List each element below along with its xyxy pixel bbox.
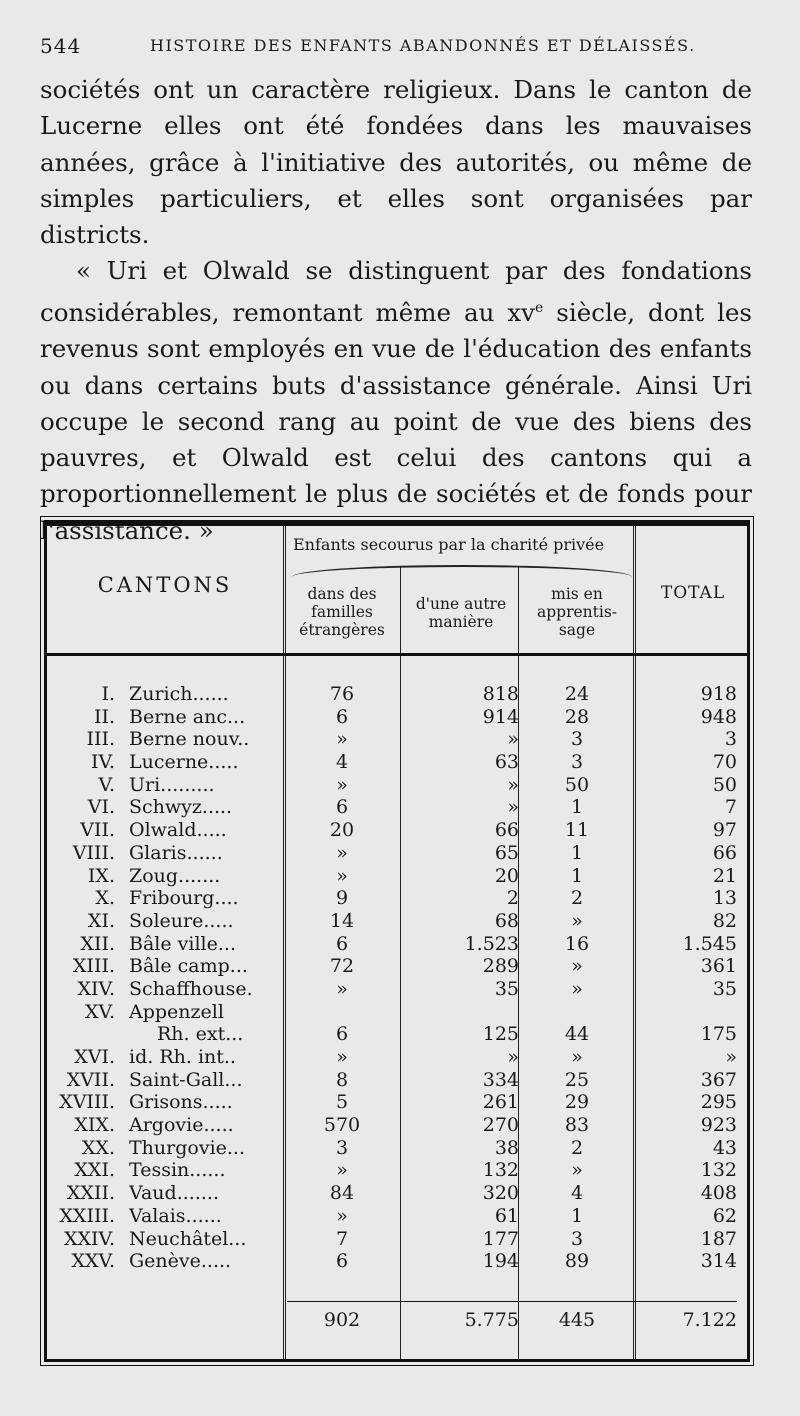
value-apprentissage: 44 bbox=[564, 1023, 590, 1046]
canton-name: Neuchâtel... bbox=[129, 1227, 247, 1250]
value-familles: 4 bbox=[335, 751, 349, 774]
running-title: HISTOIRE DES ENFANTS ABANDONNÉS ET DÉLAISSÉS. bbox=[150, 36, 696, 55]
value-familles: 6 bbox=[335, 932, 349, 955]
col-familles-header: dans des familles étrangères bbox=[299, 585, 385, 639]
canton-name: Uri......... bbox=[129, 773, 215, 796]
value-familles: 6 bbox=[335, 1250, 349, 1273]
roman-numeral: I. bbox=[101, 683, 115, 705]
value-apprentissage: 1 bbox=[570, 841, 584, 864]
value-total: 1.545 bbox=[682, 932, 737, 955]
value-total: 3 bbox=[724, 728, 737, 751]
canton-name: Saint-Gall... bbox=[129, 1068, 243, 1091]
grand-total: 7.122 bbox=[682, 1309, 737, 1331]
value-familles: 6 bbox=[335, 705, 349, 728]
value-autre-maniere: 63 bbox=[494, 751, 519, 774]
value-apprentissage: 83 bbox=[564, 1114, 590, 1137]
value-total: 295 bbox=[700, 1091, 737, 1114]
table-row bbox=[47, 1228, 747, 1251]
value-autre-maniere: » bbox=[507, 796, 519, 819]
table-row bbox=[47, 683, 747, 706]
group-header: Enfants secourus par la charité privée bbox=[293, 535, 605, 554]
roman-numeral: XXIV. bbox=[64, 1227, 115, 1250]
canton-name: Tessin...... bbox=[129, 1159, 226, 1182]
col-autre-maniere-header: d'une autre manière bbox=[415, 595, 507, 631]
value-total: 35 bbox=[712, 977, 737, 1000]
value-total: 314 bbox=[700, 1250, 737, 1273]
value-autre-maniere: 68 bbox=[494, 909, 519, 932]
value-autre-maniere: 270 bbox=[482, 1114, 519, 1137]
roman-numeral: XIX. bbox=[74, 1114, 115, 1137]
value-autre-maniere: 38 bbox=[494, 1136, 519, 1159]
value-familles: » bbox=[336, 728, 348, 751]
value-apprentissage: » bbox=[571, 1046, 583, 1069]
body-text bbox=[40, 72, 752, 549]
canton-name: Schaffhouse. bbox=[129, 977, 253, 1000]
table-row bbox=[47, 1069, 747, 1092]
canton-name: Berne nouv.. bbox=[129, 728, 250, 751]
table-row bbox=[47, 1046, 747, 1069]
table-row bbox=[47, 978, 747, 1001]
value-total: 21 bbox=[712, 864, 737, 887]
value-total: 62 bbox=[712, 1204, 737, 1227]
value-apprentissage: 16 bbox=[564, 932, 590, 955]
value-familles: » bbox=[336, 1046, 348, 1069]
paragraph-2-end: siècle, dont les revenus sont employés en vue de l'éducation des enfants ou dans certains buts d'assistance générale. Ainsi Uri occupe le second rang au point de vue des biens des pauvres, et Olwald est celui des cantons qui a proportionnellement le plus de sociétés et de fonds pour l'assistance. » bbox=[40, 297, 752, 545]
canton-name: Bâle camp... bbox=[129, 955, 248, 978]
canton-name: Fribourg.... bbox=[129, 887, 239, 910]
value-autre-maniere: 20 bbox=[494, 864, 519, 887]
value-apprentissage: 4 bbox=[570, 1182, 584, 1205]
value-apprentissage: 2 bbox=[570, 887, 584, 910]
roman-numeral: XXV. bbox=[71, 1250, 115, 1273]
roman-numeral: V. bbox=[98, 773, 115, 796]
canton-name: Bâle ville... bbox=[129, 932, 236, 955]
roman-numeral: III. bbox=[86, 728, 115, 751]
value-familles: » bbox=[336, 1159, 348, 1182]
paragraph-2 bbox=[40, 253, 752, 549]
value-familles: 9 bbox=[335, 887, 349, 910]
header-top-rule bbox=[47, 523, 747, 526]
value-familles: 20 bbox=[329, 819, 355, 842]
value-apprentissage: 24 bbox=[564, 683, 590, 705]
value-autre-maniere: 1.523 bbox=[464, 932, 519, 955]
value-autre-maniere: 818 bbox=[482, 683, 519, 705]
value-total: 923 bbox=[700, 1114, 737, 1137]
value-apprentissage: 3 bbox=[570, 1227, 584, 1250]
canton-name: Valais...... bbox=[129, 1204, 222, 1227]
col-apprentissage-header: mis en apprentis- sage bbox=[536, 585, 618, 639]
roman-numeral: VIII. bbox=[72, 841, 115, 864]
table-row bbox=[47, 865, 747, 888]
value-autre-maniere: » bbox=[507, 1046, 519, 1069]
value-autre-maniere: 177 bbox=[482, 1227, 519, 1250]
value-autre-maniere: 320 bbox=[482, 1182, 519, 1205]
value-total: 70 bbox=[712, 751, 737, 774]
canton-name: Argovie..... bbox=[129, 1114, 234, 1137]
value-total: 13 bbox=[712, 887, 737, 910]
canton-name: Lucerne..... bbox=[129, 751, 239, 774]
value-familles: » bbox=[336, 977, 348, 1000]
table-row bbox=[47, 751, 747, 774]
roman-numeral: VI. bbox=[87, 796, 115, 819]
table-row bbox=[47, 1182, 747, 1205]
value-autre-maniere: 61 bbox=[494, 1204, 519, 1227]
canton-name: Vaud....... bbox=[129, 1182, 219, 1205]
value-total: 82 bbox=[712, 909, 737, 932]
canton-name: Genève..... bbox=[129, 1250, 232, 1273]
canton-name: Schwyz..... bbox=[129, 796, 233, 819]
value-apprentissage: 50 bbox=[564, 773, 590, 796]
value-autre-maniere: » bbox=[507, 728, 519, 751]
value-apprentissage: 1 bbox=[570, 796, 584, 819]
canton-name: Berne anc... bbox=[129, 705, 246, 728]
table-row bbox=[47, 1137, 747, 1160]
value-autre-maniere: 125 bbox=[482, 1023, 519, 1046]
table-row bbox=[47, 706, 747, 729]
canton-name: Zoug....... bbox=[129, 864, 221, 887]
canton-name: Glaris...... bbox=[129, 841, 223, 864]
value-familles: 6 bbox=[335, 796, 349, 819]
table-row bbox=[47, 819, 747, 842]
value-familles: 72 bbox=[329, 955, 355, 978]
roman-numeral: XX. bbox=[81, 1136, 115, 1159]
table-row bbox=[47, 910, 747, 933]
table-row bbox=[47, 842, 747, 865]
value-autre-maniere: » bbox=[507, 773, 519, 796]
canton-name-line-1: Appenzell bbox=[129, 1000, 224, 1023]
value-total: 132 bbox=[700, 1159, 737, 1182]
value-apprentissage: 25 bbox=[564, 1068, 590, 1091]
century-superscript: e bbox=[535, 299, 544, 316]
group-brace bbox=[292, 565, 632, 577]
value-apprentissage: » bbox=[571, 909, 583, 932]
table-row bbox=[47, 1114, 747, 1137]
paragraph-1: sociétés ont un caractère religieux. Dans le canton de Lucerne elles ont été fondées dans les mauvaises années, grâce à l'initiative des autorités, ou même de simples particuliers, et elles sont organisées par districts. bbox=[40, 75, 752, 250]
canton-name: Olwald..... bbox=[129, 819, 227, 842]
table-row bbox=[47, 728, 747, 751]
roman-numeral: XIV. bbox=[77, 977, 115, 1000]
value-total: 66 bbox=[712, 841, 737, 864]
roman-numeral: XV. bbox=[85, 1000, 115, 1023]
value-apprentissage: 1 bbox=[570, 1204, 584, 1227]
value-total: 43 bbox=[712, 1136, 737, 1159]
canton-name: id. Rh. int.. bbox=[129, 1046, 236, 1069]
value-autre-maniere: 289 bbox=[482, 955, 519, 978]
value-apprentissage: 29 bbox=[564, 1091, 590, 1114]
value-apprentissage: 11 bbox=[564, 819, 590, 842]
table-row bbox=[47, 774, 747, 797]
value-autre-maniere: 35 bbox=[494, 977, 519, 1000]
canton-name: Soleure..... bbox=[129, 909, 234, 932]
value-familles: 8 bbox=[335, 1068, 349, 1091]
roman-numeral: II. bbox=[93, 705, 115, 728]
value-autre-maniere: 194 bbox=[482, 1250, 519, 1273]
value-familles: 14 bbox=[329, 909, 355, 932]
value-total: 948 bbox=[700, 705, 737, 728]
roman-numeral: XXI. bbox=[74, 1159, 115, 1182]
header-bottom-rule bbox=[47, 653, 747, 656]
table-row bbox=[47, 1001, 747, 1046]
value-apprentissage: 3 bbox=[570, 728, 584, 751]
value-total: 361 bbox=[700, 955, 737, 978]
value-apprentissage: 2 bbox=[570, 1136, 584, 1159]
cantons-header: CANTONS bbox=[97, 573, 233, 597]
table-body bbox=[47, 683, 747, 1273]
paragraph-2-start: « Uri et Olwald se distinguent par des fondations considérables, remontant même au xv bbox=[40, 256, 752, 327]
canton-name: Zurich...... bbox=[129, 683, 229, 705]
table-row bbox=[47, 1205, 747, 1228]
table-row bbox=[47, 933, 747, 956]
roman-numeral: XVIII. bbox=[59, 1091, 115, 1114]
value-apprentissage: » bbox=[571, 977, 583, 1000]
canton-name-line-2: Rh. ext... bbox=[157, 1023, 244, 1046]
value-total: 918 bbox=[700, 683, 737, 705]
roman-numeral: XI. bbox=[87, 909, 115, 932]
value-apprentissage: » bbox=[571, 955, 583, 978]
value-familles: » bbox=[336, 864, 348, 887]
roman-numeral: IV. bbox=[91, 751, 115, 774]
value-familles: 570 bbox=[323, 1114, 361, 1137]
canton-name: Thurgovie... bbox=[129, 1136, 246, 1159]
table-row bbox=[47, 887, 747, 910]
total-header: TOTAL bbox=[660, 583, 726, 603]
value-familles: 76 bbox=[329, 683, 355, 705]
value-apprentissage: » bbox=[571, 1159, 583, 1182]
roman-numeral: XVII. bbox=[66, 1068, 115, 1091]
canton-name: Grisons..... bbox=[129, 1091, 233, 1114]
value-total: 187 bbox=[700, 1227, 737, 1250]
value-autre-maniere: 261 bbox=[482, 1091, 519, 1114]
value-apprentissage: 1 bbox=[570, 864, 584, 887]
value-familles: » bbox=[336, 841, 348, 864]
value-apprentissage: 28 bbox=[564, 705, 590, 728]
value-total: 7 bbox=[724, 796, 737, 819]
value-familles: » bbox=[336, 1204, 348, 1227]
value-familles: 7 bbox=[335, 1227, 349, 1250]
value-autre-maniere: 334 bbox=[482, 1068, 519, 1091]
total-apprentissage: 445 bbox=[558, 1309, 596, 1331]
totals-rule bbox=[287, 1301, 737, 1302]
value-autre-maniere: 132 bbox=[482, 1159, 519, 1182]
table-row bbox=[47, 955, 747, 978]
value-total: 175 bbox=[700, 1023, 737, 1046]
canton-name bbox=[129, 1001, 279, 1046]
roman-numeral: XXII. bbox=[66, 1182, 115, 1205]
roman-numeral: IX. bbox=[87, 864, 115, 887]
table-row bbox=[47, 1091, 747, 1114]
roman-numeral: X. bbox=[95, 887, 115, 910]
roman-numeral: XXIII. bbox=[59, 1204, 115, 1227]
roman-numeral: XIII. bbox=[72, 955, 115, 978]
value-total: 97 bbox=[712, 819, 737, 842]
value-total: » bbox=[725, 1046, 737, 1069]
total-autre-maniere: 5.775 bbox=[464, 1309, 519, 1331]
value-total: 50 bbox=[712, 773, 737, 796]
table-row bbox=[47, 1250, 747, 1273]
value-autre-maniere: 66 bbox=[494, 819, 519, 842]
value-total: 367 bbox=[700, 1068, 737, 1091]
value-familles: 6 bbox=[335, 1023, 349, 1046]
value-autre-maniere: 914 bbox=[482, 705, 519, 728]
page-number: 544 bbox=[40, 34, 82, 58]
table-row bbox=[47, 1159, 747, 1182]
roman-numeral: XII. bbox=[80, 932, 115, 955]
total-familles: 902 bbox=[323, 1309, 361, 1331]
roman-numeral: XVI. bbox=[74, 1046, 115, 1069]
value-apprentissage: 3 bbox=[570, 751, 584, 774]
value-autre-maniere: 2 bbox=[506, 887, 519, 910]
value-familles: » bbox=[336, 773, 348, 796]
value-apprentissage: 89 bbox=[564, 1250, 590, 1273]
value-total: 408 bbox=[700, 1182, 737, 1205]
value-familles: 5 bbox=[335, 1091, 349, 1114]
table-row bbox=[47, 796, 747, 819]
totals-row bbox=[47, 1309, 747, 1337]
value-familles: 84 bbox=[329, 1182, 355, 1205]
value-familles: 3 bbox=[335, 1136, 349, 1159]
value-autre-maniere: 65 bbox=[494, 841, 519, 864]
cantons-table bbox=[44, 520, 750, 1362]
roman-numeral: VII. bbox=[80, 819, 115, 842]
